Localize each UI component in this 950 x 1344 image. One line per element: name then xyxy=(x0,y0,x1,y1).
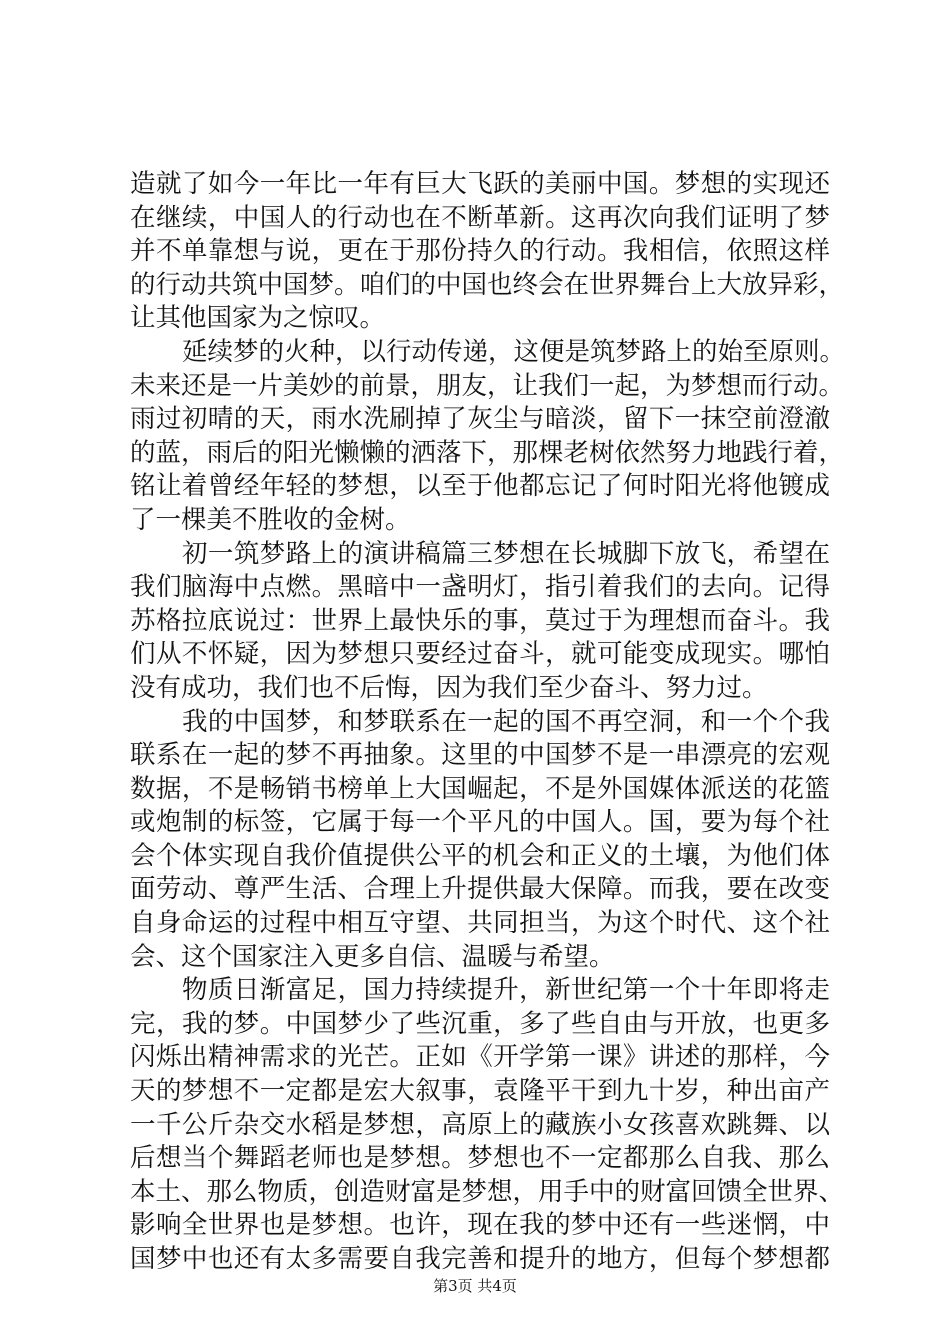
text-line: 完，我的梦。中国梦少了些沉重，多了些自由与开放，也更多 xyxy=(130,1008,830,1039)
text-line: 联系在一起的梦不再抽象。这里的中国梦不是一串漂亮的宏观 xyxy=(130,740,830,771)
text-line: 在继续，中国人的行动也在不断革新。这再次向我们证明了梦 xyxy=(130,202,830,233)
paragraph-first-line: 延续梦的火种，以行动传递，这便是筑梦路上的始至原则。 xyxy=(182,336,846,367)
text-line: 会、这个国家注入更多自信、温暖与希望。 xyxy=(130,941,615,972)
paragraph-first-line: 物质日渐富足，国力持续提升，新世纪第一个十年即将走 xyxy=(182,975,830,1006)
text-line: 的行动共筑中国梦。咱们的中国也终会在世界舞台上大放异彩， xyxy=(130,269,845,300)
text-line: 未来还是一片美妙的前景，朋友，让我们一起，为梦想而行动。 xyxy=(130,370,845,401)
text-line: 让其他国家为之惊叹。 xyxy=(130,303,386,334)
text-line: 闪烁出精神需求的光芒。正如《开学第一课》讲述的那样，今 xyxy=(130,1042,830,1073)
text-line: 雨过初晴的天，雨水洗刷掉了灰尘与暗淡，留下一抹空前澄澈 xyxy=(130,404,830,435)
text-line: 数据，不是畅销书榜单上大国崛起，不是外国媒体派送的花篮 xyxy=(130,773,830,804)
text-line: 我们脑海中点燃。黑暗中一盏明灯，指引着我们的去向。记得 xyxy=(130,572,830,603)
text-line: 面劳动、尊严生活、合理上升提供最大保障。而我，要在改变 xyxy=(130,874,830,905)
text-line: 或炮制的标签，它属于每一个平凡的中国人。国，要为每个社 xyxy=(130,807,830,838)
text-line: 的蓝，雨后的阳光懒懒的洒落下，那棵老树依然努力地践行着， xyxy=(130,437,845,468)
text-line: 一千公斤杂交水稻是梦想，高原上的藏族小女孩喜欢跳舞、以 xyxy=(130,1109,830,1140)
text-line: 本土、那么物质，创造财富是梦想，用手中的财富回馈全世界、 xyxy=(130,1176,845,1207)
text-line: 天的梦想不一定都是宏大叙事，袁隆平干到九十岁，种出亩产 xyxy=(130,1076,830,1107)
paragraph-first-line: 初一筑梦路上的演讲稿篇三梦想在长城脚下放飞，希望在 xyxy=(182,538,830,569)
text-line: 造就了如今一年比一年有巨大飞跃的美丽中国。梦想的实现还 xyxy=(130,169,830,199)
text-line: 了一棵美不胜收的金树。 xyxy=(130,504,411,535)
text-line: 铭让着曾经年轻的梦想，以至于他都忘记了何时阳光将他镀成 xyxy=(130,471,830,502)
text-line: 没有成功，我们也不后悔，因为我们至少奋斗、努力过。 xyxy=(130,672,768,703)
text-line: 会个体实现自我价值提供公平的机会和正义的土壤，为他们体 xyxy=(130,840,830,871)
page-number-footer: 第3页 共4页 xyxy=(433,1277,517,1295)
text-line: 国梦中也还有太多需要自我完善和提升的地方，但每个梦想都 xyxy=(130,1244,830,1274)
text-line: 苏格拉底说过：世界上最快乐的事，莫过于为理想而奋斗。我 xyxy=(130,605,830,636)
paragraph-first-line: 我的中国梦，和梦联系在一起的国不再空洞，和一个个我 xyxy=(182,706,830,737)
text-line: 们从不怀疑，因为梦想只要经过奋斗，就可能变成现实。哪怕 xyxy=(130,639,830,670)
text-line: 后想当个舞蹈老师也是梦想。梦想也不一定都那么自我、那么 xyxy=(130,1143,830,1174)
text-line: 影响全世界也是梦想。也许，现在我的梦中还有一些迷惘，中 xyxy=(130,1210,830,1241)
document-body xyxy=(130,168,846,1277)
text-line: 并不单靠想与说，更在于那份持久的行动。我相信，依照这样 xyxy=(130,236,830,267)
text-line: 自身命运的过程中相互守望、共同担当，为这个时代、这个社 xyxy=(130,908,830,939)
